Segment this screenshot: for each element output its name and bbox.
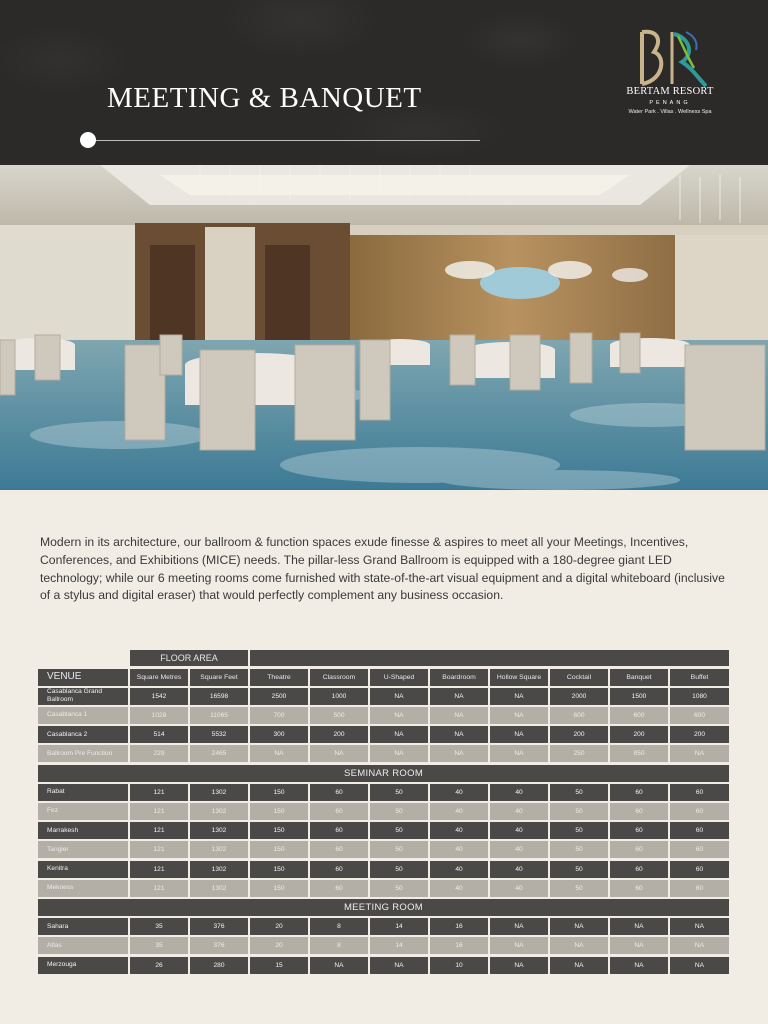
resort-logo [620,28,740,120]
table-cell: 14 [370,937,430,954]
table-cell: NA [430,726,490,743]
table-cell: 50 [370,841,430,858]
column-header: Classroom [310,669,370,686]
table-cell: 60 [310,841,370,858]
table-cell: 121 [130,803,190,820]
section-header-row [38,765,729,782]
table-cell: 16 [430,937,490,954]
table-cell: NA [430,707,490,724]
venue-name: Rabat [38,784,130,801]
table-cell: 150 [250,822,310,839]
table-cell: 300 [250,726,310,743]
table-cell: 50 [550,784,610,801]
section-header-row [38,899,729,916]
table-cell: 376 [190,937,250,954]
venue-name: Kenitra [38,861,130,878]
table-cell: NA [490,688,550,705]
table-cell: NA [610,918,670,935]
table-cell: 2465 [190,745,250,762]
table-cell: 514 [130,726,190,743]
table-cell: 60 [670,784,729,801]
table-cell: NA [550,918,610,935]
venue-name: Casablanca Grand Ballroom [38,688,130,705]
table-cell: NA [490,937,550,954]
table-cell: 50 [370,861,430,878]
table-cell: NA [670,957,729,974]
venue-name: Sahara [38,918,130,935]
table-cell: 50 [370,803,430,820]
table-cell: 200 [610,726,670,743]
header-spacer [38,650,130,666]
table-cell: 40 [490,841,550,858]
table-cell: 60 [610,822,670,839]
table-cell: 150 [250,861,310,878]
ballroom-illustration [0,165,768,490]
column-header: Hollow Square [490,669,550,686]
table-cell: NA [490,957,550,974]
table-cell: 1302 [190,861,250,878]
table-cell: NA [550,957,610,974]
title-underline [88,140,480,141]
table-cell: 50 [550,841,610,858]
table-cell: 1302 [190,841,250,858]
table-row [38,784,729,801]
table-cell: 200 [310,726,370,743]
venue-name: Casablanca 1 [38,707,130,724]
table-cell: 8 [310,937,370,954]
table-row [38,707,729,724]
table-cell: 35 [130,937,190,954]
table-cell: 60 [310,803,370,820]
table-cell: NA [550,937,610,954]
table-row [38,688,729,705]
table-cell: NA [670,918,729,935]
table-cell: 250 [550,745,610,762]
decorative-dot [80,132,96,148]
table-cell: 16 [430,918,490,935]
table-cell: 60 [610,861,670,878]
table-cell: NA [430,688,490,705]
table-cell: 60 [670,841,729,858]
venue-name: Ballroom Pre Function [38,745,130,762]
venue-name: Merzouga [38,957,130,974]
table-row [38,841,729,858]
column-header: Cocktail [550,669,610,686]
table-cell: 40 [490,803,550,820]
table-cell: 16598 [190,688,250,705]
table-cell: 15 [250,957,310,974]
column-header: Banquet [610,669,670,686]
table-cell: 150 [250,841,310,858]
table-row [38,880,729,897]
table-cell: 60 [310,880,370,897]
section-title: SEMINAR ROOM [38,765,729,782]
intro-paragraph: Modern in its architecture, our ballroom & function spaces exude finesse & aspires to meet all your Meetings, Incentives, Conferences, and Exhibitions (MICE) needs. The pillar-less Grand Ballroom is equipped with a 180-degree giant LED technology; while our 6 meeting rooms come furnished with state-of-the-art visual equipment and a digital whiteboard (inclusive of a stylus and digital eraser) that would perfectly complement any business occasion. [40,535,725,603]
resort-name: BERTAM RESORT [626,86,714,97]
resort-tagline: Water Park . Villas . Wellness Spa [628,109,712,115]
table-cell: NA [670,937,729,954]
table-cell: 20 [250,937,310,954]
table-cell: 121 [130,784,190,801]
table-cell: 150 [250,784,310,801]
column-header: Theatre [250,669,310,686]
table-cell: 50 [370,880,430,897]
table-cell: 60 [310,784,370,801]
table-cell: 1500 [610,688,670,705]
table-cell: 600 [610,707,670,724]
table-cell: 50 [550,880,610,897]
table-cell: 600 [670,707,729,724]
table-row [38,822,729,839]
table-cell: 50 [370,784,430,801]
table-cell: 200 [670,726,729,743]
table-cell: 121 [130,861,190,878]
page-title: MEETING & BANQUET [107,82,422,114]
table-row [38,726,729,743]
table-cell: 60 [670,803,729,820]
table-cell: 60 [670,822,729,839]
table-cell: 700 [250,707,310,724]
table-cell: 40 [490,822,550,839]
table-cell: 150 [250,803,310,820]
table-cell: 40 [430,822,490,839]
table-cell: 50 [550,803,610,820]
table-cell: NA [610,957,670,974]
column-header-row [38,669,729,686]
table-cell: 1302 [190,803,250,820]
table-cell: 40 [430,803,490,820]
table-cell: 200 [550,726,610,743]
table-cell: 50 [550,861,610,878]
table-row [38,861,729,878]
table-cell: 35 [130,918,190,935]
venue-column-header: VENUE [38,669,130,686]
table-cell: 60 [670,861,729,878]
table-cell: 5532 [190,726,250,743]
table-cell: 40 [490,880,550,897]
table-cell: 14 [370,918,430,935]
table-cell: 2500 [250,688,310,705]
table-cell: 60 [670,880,729,897]
table-cell: NA [610,937,670,954]
table-row [38,937,729,954]
table-cell: 11065 [190,707,250,724]
table-cell: NA [370,726,430,743]
venue-name: Marrakesh [38,822,130,839]
venue-name: Casablanca 2 [38,726,130,743]
table-cell: 121 [130,841,190,858]
table-cell: 1542 [130,688,190,705]
floor-area-header-row [38,650,729,666]
table-cell: NA [670,745,729,762]
floor-area-header: FLOOR AREA [130,650,250,666]
table-cell: NA [490,745,550,762]
table-cell: 20 [250,918,310,935]
table-cell: 121 [130,880,190,897]
column-header: Square Feet [190,669,250,686]
capacity-header-band [250,650,729,666]
table-cell: 1080 [670,688,729,705]
table-cell: 1302 [190,822,250,839]
resort-city: PENANG [649,100,691,106]
table-cell: 60 [610,880,670,897]
table-cell: 1028 [130,707,190,724]
table-row [38,745,729,762]
column-header: U-Shaped [370,669,430,686]
table-cell: NA [310,745,370,762]
table-cell: 150 [250,880,310,897]
section-title: MEETING ROOM [38,899,729,916]
table-cell: 500 [310,707,370,724]
table-cell: 229 [130,745,190,762]
table-row [38,957,729,974]
table-cell: 50 [370,822,430,839]
table-cell: 600 [550,707,610,724]
table-cell: 50 [550,822,610,839]
table-cell: NA [310,957,370,974]
table-row [38,803,729,820]
table-cell: 121 [130,822,190,839]
table-row [38,918,729,935]
table-cell: 850 [610,745,670,762]
table-cell: 1302 [190,784,250,801]
table-cell: 10 [430,957,490,974]
table-cell: NA [490,707,550,724]
column-header: Buffet [670,669,729,686]
table-cell: NA [370,745,430,762]
column-header: Square Metres [130,669,190,686]
table-cell: NA [370,957,430,974]
table-cell: 60 [610,784,670,801]
table-cell: 40 [430,861,490,878]
page-header [0,0,768,165]
table-cell: NA [490,726,550,743]
table-cell: 40 [430,784,490,801]
venue-capacity-table [38,650,729,976]
table-cell: 26 [130,957,190,974]
table-cell: 8 [310,918,370,935]
table-cell: 40 [490,784,550,801]
table-cell: 280 [190,957,250,974]
table-cell: 60 [610,841,670,858]
table-cell: NA [250,745,310,762]
table-cell: 40 [430,880,490,897]
table-cell: NA [430,745,490,762]
table-cell: 1302 [190,880,250,897]
venue-name: Tangier [38,841,130,858]
table-cell: 40 [490,861,550,878]
grand-ballroom-photo [0,165,768,490]
venue-name: Fez [38,803,130,820]
table-cell: 60 [610,803,670,820]
column-header: Boardroom [430,669,490,686]
br-monogram-icon [628,28,710,88]
table-cell: 376 [190,918,250,935]
table-cell: 2000 [550,688,610,705]
table-cell: NA [490,918,550,935]
venue-name: Mekness [38,880,130,897]
table-cell: NA [370,688,430,705]
table-cell: NA [370,707,430,724]
table-cell: 60 [310,861,370,878]
table-cell: 1000 [310,688,370,705]
table-cell: 60 [310,822,370,839]
venue-name: Atlas [38,937,130,954]
table-cell: 40 [430,841,490,858]
